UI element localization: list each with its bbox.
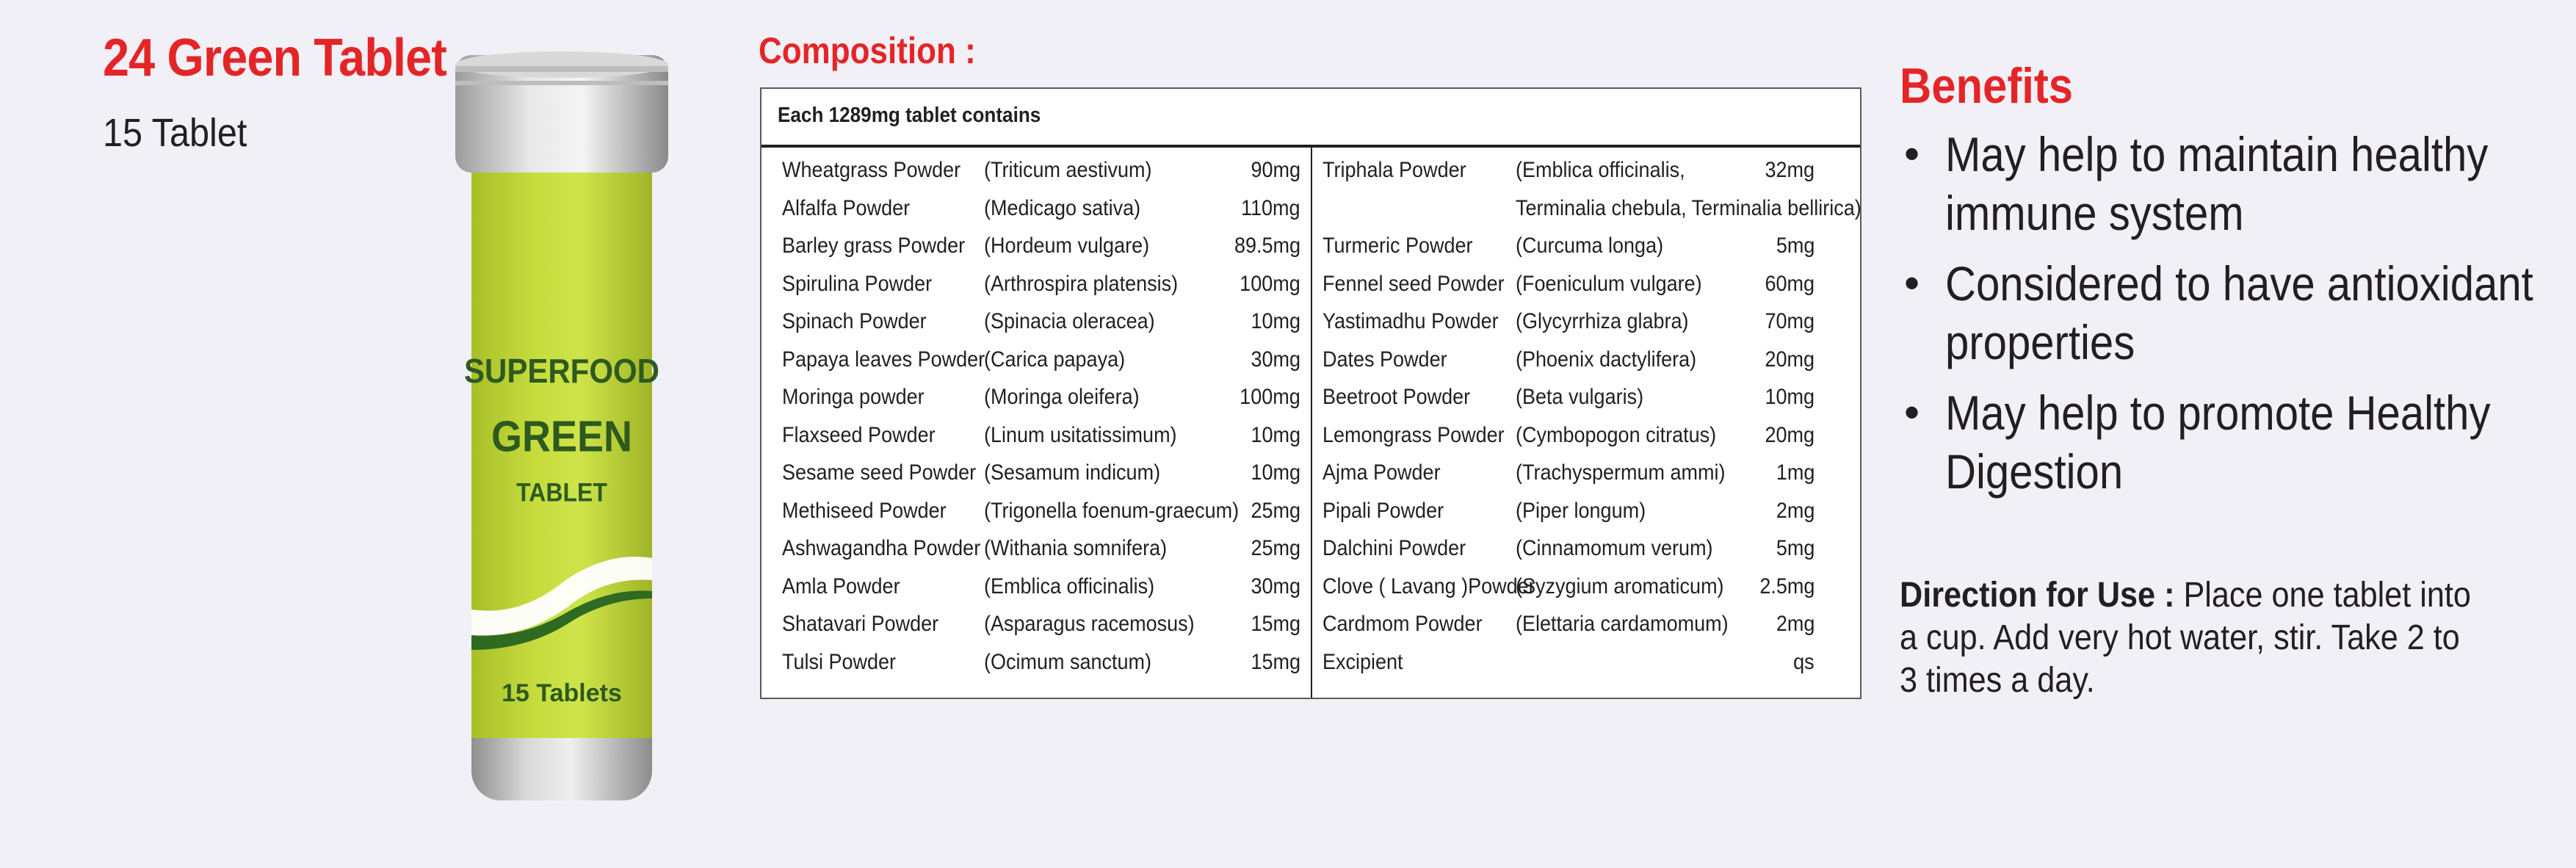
- ingredient-row: [1312, 529, 1863, 567]
- ingredient-latin-name: (Beta vulgaris): [1516, 385, 1644, 409]
- ingredient-latin-name: (Trigonella foenum-graecum): [984, 498, 1240, 523]
- ingredient-latin-name: (Emblica officinalis,: [1516, 158, 1685, 182]
- composition-left-column: [761, 151, 1311, 680]
- ingredient-name: Shatavari Powder: [782, 612, 939, 636]
- ingredient-quantity: 20mg: [1765, 347, 1815, 372]
- ingredient-quantity: qs: [1793, 649, 1815, 674]
- direction-text: Place one tablet into a cup. Add very hot water, stir. Take 2 to 3 times a day.: [1900, 576, 2471, 700]
- composition-table-header: [761, 89, 1860, 148]
- product-bottle-image: [455, 51, 668, 815]
- ingredient-row: [761, 604, 1311, 643]
- bottle-label-line1: SUPERFOOD: [464, 352, 659, 391]
- ingredient-row: [761, 302, 1311, 340]
- ingredient-row: [761, 416, 1311, 454]
- ingredient-row: [1312, 453, 1863, 491]
- ingredient-quantity: 30mg: [1251, 574, 1300, 598]
- ingredient-latin-name: (Syzygium aromaticum): [1516, 574, 1724, 598]
- ingredient-name: Turmeric Powder: [1323, 234, 1473, 258]
- ingredient-row: [761, 151, 1311, 189]
- benefit-text: Considered to have antioxidant properties: [1945, 256, 2533, 369]
- ingredient-quantity: 2mg: [1776, 612, 1815, 636]
- ingredient-row: [761, 491, 1311, 529]
- ingredient-latin-name: (Glycyrrhiza glabra): [1516, 309, 1689, 333]
- ingredient-latin-name: (Curcuma longa): [1516, 234, 1664, 258]
- composition-header-text: Each 1289mg tablet contains: [778, 104, 1041, 127]
- ingredient-name: Amla Powder: [782, 574, 900, 598]
- ingredient-row: [761, 264, 1311, 303]
- ingredient-latin-name: (Piper longum): [1516, 498, 1646, 523]
- ingredient-latin-name: (Moringa oleifera): [984, 385, 1140, 409]
- ingredient-quantity: 100mg: [1240, 385, 1300, 409]
- ingredient-name: Pipali Powder: [1323, 498, 1444, 523]
- ingredient-name: Alfalfa Powder: [782, 195, 911, 220]
- ingredient-quantity: 110mg: [1241, 195, 1300, 220]
- ingredient-row: [761, 189, 1311, 227]
- direction-for-use: [1900, 574, 2481, 702]
- ingredient-row: [761, 529, 1311, 567]
- benefit-item: [1900, 125, 2561, 242]
- ingredient-quantity: 15mg: [1251, 649, 1300, 674]
- ingredient-row: [761, 453, 1311, 491]
- ingredient-latin-name: (Arthrospira platensis): [984, 271, 1179, 296]
- product-title: 24 Green Tablet: [103, 29, 446, 87]
- ingredient-latin-name: (Trachyspermum ammi): [1516, 460, 1726, 485]
- ingredient-latin-name: (Asparagus racemosus): [984, 612, 1195, 636]
- ingredient-name: Lemongrass Powder: [1323, 422, 1505, 447]
- benefit-item: [1900, 383, 2561, 501]
- ingredient-name: Excipient: [1323, 649, 1403, 674]
- ingredient-latin-name: (Elettaria cardamomum): [1516, 612, 1729, 636]
- ingredient-row: [761, 567, 1311, 605]
- ingredient-latin-name: (Carica papaya): [984, 347, 1126, 372]
- ingredient-row: [1312, 416, 1863, 454]
- ingredient-quantity: 70mg: [1765, 309, 1815, 333]
- ingredient-quantity: 2.5mg: [1759, 574, 1815, 598]
- ingredient-name: Triphala Powder: [1323, 158, 1466, 182]
- benefit-text: May help to maintain healthy immune system: [1945, 127, 2489, 240]
- ingredient-quantity: 1mg: [1776, 460, 1815, 485]
- ingredient-quantity: 10mg: [1765, 385, 1815, 409]
- ingredient-row: [1312, 151, 1863, 189]
- ingredient-row: [761, 226, 1311, 264]
- ingredient-latin-name: (Withania somnifera): [984, 536, 1168, 560]
- ingredient-name: Ashwagandha Powder: [782, 536, 981, 560]
- ingredient-row: [761, 643, 1311, 681]
- ingredient-name: Beetroot Powder: [1323, 385, 1471, 409]
- ingredient-quantity: 25mg: [1251, 498, 1300, 523]
- ingredient-name: Sesame seed Powder: [782, 460, 977, 485]
- ingredient-quantity: 10mg: [1251, 309, 1300, 333]
- bullet-icon: •: [1904, 129, 1920, 178]
- ingredient-row: [1312, 491, 1863, 529]
- ingredient-row: [1312, 604, 1863, 643]
- ingredient-name: Dates Powder: [1323, 347, 1447, 372]
- ingredient-row: [1312, 302, 1863, 340]
- ingredient-latin-name: (Hordeum vulgare): [984, 234, 1150, 258]
- ingredient-name: Spirulina Powder: [782, 271, 933, 296]
- ingredient-latin-name: (Linum usitatissimum): [984, 422, 1177, 447]
- benefits-list: [1900, 125, 2561, 513]
- ingredient-name: Wheatgrass Powder: [782, 158, 961, 182]
- ingredient-latin-name: (Cinnamomum verum): [1516, 536, 1713, 560]
- benefit-text: May help to promote Healthy Digestion: [1945, 386, 2491, 499]
- ingredient-latin-name: (Spinacia oleracea): [984, 309, 1155, 333]
- product-count: 15 Tablet: [103, 111, 247, 155]
- composition-right-column: [1312, 151, 1863, 680]
- ingredient-latin-name: (Phoenix dactylifera): [1516, 347, 1697, 372]
- ingredient-row: [1312, 226, 1863, 264]
- ingredient-row: [1312, 377, 1863, 416]
- bullet-icon: •: [1904, 388, 1920, 437]
- ingredient-quantity: 5mg: [1776, 536, 1815, 560]
- ingredient-quantity: 2mg: [1776, 498, 1815, 523]
- ingredient-latin-name: (Sesamum indicum): [984, 460, 1161, 485]
- ingredient-quantity: 15mg: [1251, 612, 1300, 636]
- ingredient-name: Papaya leaves Powder: [782, 347, 985, 372]
- benefits-heading: Benefits: [1900, 58, 2074, 114]
- bottle-label-line2: GREEN: [491, 413, 632, 462]
- ingredient-latin-name: (Ocimum sanctum): [984, 649, 1152, 674]
- ingredient-name: Moringa powder: [782, 385, 925, 409]
- ingredient-quantity: 5mg: [1776, 234, 1815, 258]
- ingredient-latin-name: (Foeniculum vulgare): [1516, 271, 1702, 296]
- ingredient-latin-name: (Medicago sativa): [984, 195, 1141, 220]
- ingredient-name: Dalchini Powder: [1323, 536, 1466, 560]
- ingredient-name: Spinach Powder: [782, 309, 927, 333]
- ingredient-row: [1312, 567, 1863, 605]
- direction-label: Direction for Use :: [1900, 576, 2175, 615]
- bullet-icon: •: [1904, 258, 1920, 308]
- ingredient-row: [761, 340, 1311, 378]
- ingredient-row: [1312, 340, 1863, 378]
- ingredient-name: Tulsi Powder: [782, 649, 897, 674]
- bottle-label-line3: TABLET: [516, 479, 607, 508]
- composition-heading: Composition :: [759, 30, 976, 71]
- ingredient-row: [1312, 643, 1863, 681]
- ingredient-latin-name: (Triticum aestivum): [984, 158, 1152, 182]
- ingredient-quantity: 20mg: [1765, 422, 1815, 447]
- ingredient-name: Clove ( Lavang )Powder: [1323, 574, 1535, 598]
- ingredient-quantity: 25mg: [1251, 536, 1300, 560]
- ingredient-quantity: 60mg: [1765, 271, 1815, 296]
- ingredient-quantity: 30mg: [1251, 347, 1300, 372]
- ingredient-row: [1312, 189, 1863, 227]
- ingredient-quantity: 100mg: [1240, 271, 1300, 296]
- ingredient-name: Yastimadhu Powder: [1323, 309, 1499, 333]
- ingredient-latin-name: (Cymbopogon citratus): [1516, 422, 1717, 447]
- ingredient-row: [761, 377, 1311, 416]
- ingredient-latin-name: Terminalia chebula, Terminalia bellirica): [1516, 195, 1862, 220]
- benefit-item: [1900, 254, 2561, 372]
- ingredient-name: Methiseed Powder: [782, 498, 947, 523]
- ingredient-quantity: 10mg: [1251, 460, 1300, 485]
- ingredient-quantity: 10mg: [1251, 422, 1300, 447]
- ingredient-name: Ajma Powder: [1323, 460, 1441, 485]
- composition-table: [760, 87, 1862, 699]
- ingredient-name: Flaxseed Powder: [782, 422, 936, 447]
- ingredient-quantity: 90mg: [1251, 158, 1300, 182]
- ingredient-latin-name: (Emblica officinalis): [984, 574, 1155, 598]
- ingredient-quantity: 32mg: [1765, 158, 1815, 182]
- bottle-label-count: 15 Tablets: [502, 679, 622, 707]
- ingredient-name: Cardmom Powder: [1323, 612, 1483, 636]
- ingredient-name: Barley grass Powder: [782, 234, 966, 258]
- ingredient-quantity: 89.5mg: [1234, 234, 1300, 258]
- ingredient-row: [1312, 264, 1863, 303]
- ingredient-name: Fennel seed Powder: [1323, 271, 1505, 296]
